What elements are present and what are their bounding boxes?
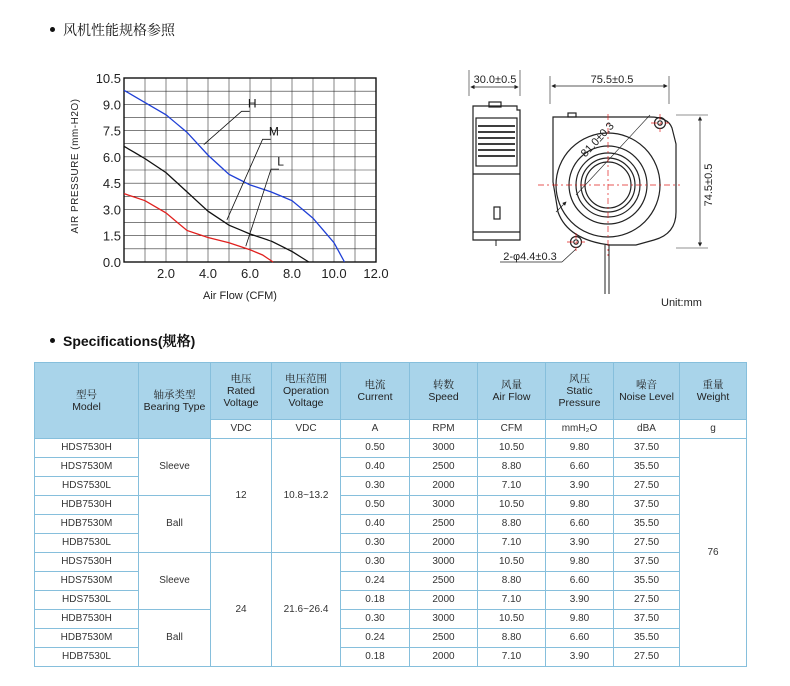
x-tick-label: 4.0	[198, 266, 218, 281]
model-cell: HDS7530M	[35, 572, 139, 591]
column-header	[680, 363, 747, 420]
section-title-performance-text: 风机性能规格参照	[63, 22, 175, 38]
static-pressure-cell: 6.60	[546, 458, 614, 477]
column-header-cn: 风量	[501, 379, 522, 391]
column-header-en: Rated Voltage	[223, 385, 259, 409]
series-line-l	[124, 194, 273, 262]
noise-cell: 35.50	[614, 572, 680, 591]
model-cell: HDB7530L	[35, 534, 139, 553]
column-header	[614, 363, 680, 420]
air-flow-cell: 10.50	[478, 496, 546, 515]
noise-cell: 37.50	[614, 496, 680, 515]
column-header-en: Current	[357, 391, 393, 403]
bearing-cell: Sleeve	[139, 553, 211, 610]
y-tick-label: 6.0	[102, 149, 121, 165]
column-unit: VDC	[211, 420, 272, 439]
model-cell: HDB7530M	[35, 629, 139, 648]
chart-ylabel: AIR PRESSURE (mm-H2O)	[70, 98, 81, 234]
section-title-specs	[50, 331, 195, 351]
current-cell: 0.50	[341, 439, 410, 458]
table-row	[35, 610, 747, 629]
model-cell: HDS7530H	[35, 439, 139, 458]
column-unit: g	[680, 420, 747, 439]
chart-xlabel: Air Flow (CFM)	[203, 290, 277, 302]
noise-cell: 27.50	[614, 534, 680, 553]
weight-cell: 76	[680, 439, 747, 667]
model-cell: HDS7530L	[35, 477, 139, 496]
speed-cell: 3000	[410, 496, 478, 515]
rated-voltage-cell: 12	[211, 439, 272, 553]
static-pressure-cell: 3.90	[546, 648, 614, 667]
current-cell: 0.40	[341, 458, 410, 477]
column-header-cn: 电压	[230, 373, 252, 385]
rated-voltage-cell: 24	[211, 553, 272, 667]
air-flow-cell: 8.80	[478, 458, 546, 477]
column-header-en: Static Pressure	[558, 385, 601, 409]
model-cell: HDS7530L	[35, 591, 139, 610]
air-flow-cell: 8.80	[478, 629, 546, 648]
fan-dimension-drawing	[440, 62, 740, 312]
column-header-cn: 型号	[76, 388, 97, 401]
speed-cell: 3000	[410, 553, 478, 572]
model-cell: HDS7530M	[35, 458, 139, 477]
air-flow-cell: 10.50	[478, 439, 546, 458]
series-leader-m	[227, 139, 271, 220]
y-tick-label: 7.5	[102, 123, 121, 139]
speed-cell: 3000	[410, 439, 478, 458]
table-row	[35, 553, 747, 572]
static-pressure-cell: 3.90	[546, 477, 614, 496]
y-tick-label: 0.0	[102, 255, 121, 270]
speed-cell: 2500	[410, 572, 478, 591]
air-flow-cell: 7.10	[478, 591, 546, 610]
static-pressure-cell: 6.60	[546, 515, 614, 534]
speed-cell: 3000	[410, 610, 478, 629]
current-cell: 0.40	[341, 515, 410, 534]
static-pressure-cell: 9.80	[546, 439, 614, 458]
model-cell: HDB7530M	[35, 515, 139, 534]
air-flow-cell: 10.50	[478, 553, 546, 572]
model-cell: HDB7530H	[35, 610, 139, 629]
air-flow-cell: 10.50	[478, 610, 546, 629]
model-cell: HDS7530H	[35, 553, 139, 572]
noise-cell: 27.50	[614, 591, 680, 610]
dim-diameter-label: 81.0±0.3	[578, 120, 617, 160]
y-tick-label: 1.5	[102, 228, 121, 244]
air-flow-cell: 7.10	[478, 477, 546, 496]
noise-cell: 35.50	[614, 515, 680, 534]
x-tick-label: 8.0	[282, 266, 302, 281]
air-flow-cell: 8.80	[478, 515, 546, 534]
column-header-cn: 重量	[702, 379, 724, 391]
y-tick-label: 4.5	[102, 176, 121, 192]
current-cell: 0.50	[341, 496, 410, 515]
current-cell: 0.18	[341, 648, 410, 667]
air-flow-cell: 7.10	[478, 534, 546, 553]
table-row	[35, 496, 747, 515]
x-tick-label: 10.0	[321, 266, 347, 281]
column-unit: A	[341, 420, 410, 439]
x-tick-label: 12.0	[363, 266, 389, 281]
table-body	[35, 439, 747, 667]
chart-labels	[96, 71, 389, 281]
column-unit: RPM	[410, 420, 478, 439]
operation-voltage-cell: 21.6~26.4	[272, 553, 341, 667]
speed-cell: 2000	[410, 591, 478, 610]
column-header-en: Weight	[696, 391, 730, 403]
column-header-cn: 转数	[433, 379, 454, 391]
column-header-en: Model	[72, 400, 101, 413]
air-flow-cell: 7.10	[478, 648, 546, 667]
column-header-cn: 电流	[364, 379, 386, 391]
series-line-h	[124, 90, 345, 262]
static-pressure-cell: 3.90	[546, 591, 614, 610]
column-unit: mmH₂O	[546, 420, 614, 439]
model-cell: HDB7530H	[35, 496, 139, 515]
dim-width-label: 30.0±0.5	[473, 74, 517, 86]
current-cell: 0.30	[341, 553, 410, 572]
x-tick-label: 6.0	[240, 266, 260, 281]
static-pressure-cell: 6.60	[546, 572, 614, 591]
specifications-table	[34, 362, 747, 667]
y-tick-label: 3.0	[102, 202, 121, 218]
dim-length-label: 75.5±0.5	[590, 74, 634, 86]
bullet-icon	[50, 27, 55, 32]
column-header-en: Speed	[428, 391, 459, 403]
speed-cell: 2000	[410, 648, 478, 667]
speed-cell: 2000	[410, 534, 478, 553]
series-label-m: M	[268, 124, 279, 139]
bullet-icon	[50, 338, 55, 343]
column-header-en: Noise Level	[619, 391, 674, 403]
column-header-cn: 噪音	[636, 379, 657, 391]
bearing-cell: Ball	[139, 610, 211, 667]
current-cell: 0.18	[341, 591, 410, 610]
current-cell: 0.30	[341, 477, 410, 496]
column-unit: CFM	[478, 420, 546, 439]
column-header	[478, 363, 546, 420]
speed-cell: 2000	[410, 477, 478, 496]
y-tick-label: 10.5	[95, 71, 121, 86]
speed-cell: 2500	[410, 458, 478, 477]
bearing-cell: Ball	[139, 496, 211, 553]
performance-chart	[62, 62, 392, 307]
column-unit: dBA	[614, 420, 680, 439]
table-header-row	[35, 363, 747, 420]
column-header	[272, 363, 341, 420]
speed-cell: 2500	[410, 515, 478, 534]
static-pressure-cell: 9.80	[546, 496, 614, 515]
column-header	[410, 363, 478, 420]
noise-cell: 27.50	[614, 477, 680, 496]
air-flow-cell: 8.80	[478, 572, 546, 591]
bearing-cell: Sleeve	[139, 439, 211, 496]
column-header-cn: 电压范围	[285, 373, 327, 385]
unit-label: Unit:mm	[661, 297, 702, 309]
speed-cell: 2500	[410, 629, 478, 648]
column-header	[211, 363, 272, 420]
model-cell: HDB7530L	[35, 648, 139, 667]
column-header-cn: 轴承类型	[153, 388, 196, 401]
current-cell: 0.30	[341, 610, 410, 629]
noise-cell: 35.50	[614, 458, 680, 477]
section-title-specs-text: Specifications(规格)	[63, 333, 196, 349]
column-header	[546, 363, 614, 420]
noise-cell: 37.50	[614, 553, 680, 572]
current-cell: 0.24	[341, 572, 410, 591]
x-tick-label: 2.0	[156, 266, 176, 281]
column-header	[139, 363, 211, 439]
column-header-en: Bearing Type	[143, 400, 206, 413]
operation-voltage-cell: 10.8~13.2	[272, 439, 341, 553]
static-pressure-cell: 9.80	[546, 553, 614, 572]
column-header-en: Operation Voltage	[282, 385, 330, 409]
column-unit: VDC	[272, 420, 341, 439]
series-label-h: H	[247, 96, 257, 111]
noise-cell: 37.50	[614, 610, 680, 629]
current-cell: 0.24	[341, 629, 410, 648]
noise-cell: 35.50	[614, 629, 680, 648]
dim-height-label: 74.5±0.5	[703, 163, 715, 207]
series-label-l: L	[277, 154, 284, 169]
table-row	[35, 439, 747, 458]
section-title-performance	[50, 20, 175, 40]
column-header-en: Air Flow	[492, 391, 531, 403]
static-pressure-cell: 9.80	[546, 610, 614, 629]
column-header-cn: 风压	[569, 373, 590, 385]
noise-cell: 27.50	[614, 648, 680, 667]
static-pressure-cell: 3.90	[546, 534, 614, 553]
side-view	[469, 70, 520, 246]
chart-series	[124, 90, 345, 262]
column-header	[35, 363, 139, 439]
noise-cell: 37.50	[614, 439, 680, 458]
y-tick-label: 9.0	[102, 97, 121, 113]
series-leader-h	[204, 111, 250, 144]
static-pressure-cell: 6.60	[546, 629, 614, 648]
dim-holes-label: 2-φ4.4±0.3	[503, 251, 557, 263]
column-header	[341, 363, 410, 420]
current-cell: 0.30	[341, 534, 410, 553]
